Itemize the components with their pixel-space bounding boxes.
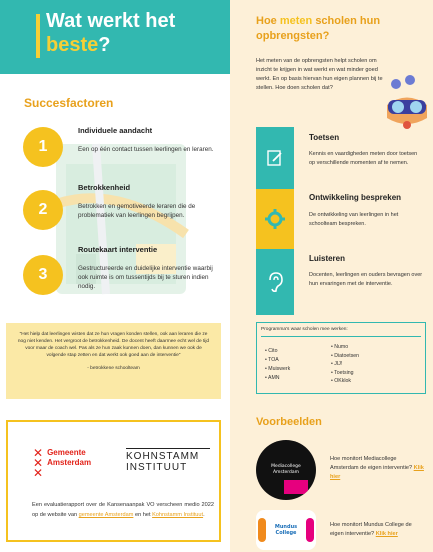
page-title: Wat werkt het beste? (46, 10, 176, 56)
ear-icon (265, 271, 285, 293)
programs-list-1 (265, 347, 290, 383)
partner-logos-box (6, 420, 221, 542)
factor-number-3: 3 (23, 255, 63, 295)
goggles-illustration (382, 70, 432, 132)
step-title-ontwikkeling: Ontwikkeling bespreken (309, 193, 402, 202)
factor-body-3: Gestructureerde en duidelijke interventie waarbij ook ruimte is om tussentijds bij te sturen indien nodig. (78, 265, 213, 290)
right-intro: Het meten van de opbrengsten helpt scholen om inzicht te krijgen in wat werkt en wat minder goed werkt. En op basis hiervan hun eigen plannen bij te stellen. Hoe doen scholen dat? (256, 58, 383, 91)
step-body-toetsen: Kennis en vaardigheden meten door toetsen op verschillende momenten af te nemen. (309, 151, 418, 166)
link-klik-hier-mundus[interactable]: Klik hier (375, 531, 398, 537)
step-strip-ontwikkeling (256, 189, 294, 249)
step-title-luisteren: Luisteren (309, 254, 346, 263)
step-body-ontwikkeling: De ontwikkeling van leerlingen in het schoolteam bespreken. (309, 212, 399, 227)
gear-icon (264, 208, 286, 230)
program-item: • Diatoetsen (331, 352, 359, 361)
evaluation-text: Een evaluatierapport over de Kansenaanpak VO verscheen medio 2022 op de website van gemeente Amsterdam en het Kohnstamm Instituut. (32, 502, 214, 518)
step-body-luisteren: Docenten, leerlingen en ouders bevragen over hun ervaringen met de interventie. (309, 272, 423, 287)
link-kohnstamm-instituut[interactable]: Kohnstamm Instituut (152, 512, 204, 518)
kohnstamm-logo: KOHNSTAMM INSTITUUT (126, 450, 210, 473)
quote-text: "Het hielp dat leerlingen wisten dat ze hun vragen konden stellen, ook aan leraren die ze nog niet kenden. Het vergroot de betrokkenheid. De docent heeft daarmee echt wel de tijd voor maar de coach wel. Pas als ze hun zaak kunnen doen, dan kunnen we ook de volgende stap zetten en dat werkt ook goed aan de interventie" (17, 332, 210, 358)
mundus-logo: Mundus College (256, 510, 316, 550)
programs-divider (261, 336, 421, 337)
programs-box (256, 322, 426, 394)
programs-header: Programma's waar scholen mee werken: (261, 327, 348, 332)
factor-number-2: 2 (23, 190, 63, 230)
example-mediacollege: Hoe monitort Mediacollege Amsterdam de eigen interventie? Klik hier (330, 456, 424, 480)
examples-title: Voorbeelden (256, 416, 322, 428)
step-strip-toetsen (256, 127, 294, 189)
example-mundus: Hoe monitort Mundus College de eigen interventie? Klik hier (330, 522, 412, 537)
logo-accent-orange (258, 518, 266, 542)
step-title-toetsen: Toetsen (309, 133, 340, 142)
program-item: • TOA (265, 356, 290, 365)
program-item: • Cito (265, 347, 290, 356)
factor-number-1: 1 (23, 127, 63, 167)
link-klik-hier-mediacollege[interactable]: Klik hier (330, 465, 424, 480)
program-item: • OKklok (331, 377, 359, 386)
logo-accent-pink (306, 518, 314, 542)
program-item: • JIJ! (331, 360, 359, 369)
program-item: • Numo (331, 343, 359, 352)
factor-body-1: Een op één contact tussen leerlingen en leraren. (78, 146, 214, 153)
xxx-icon: ✕ ✕ ✕ (33, 446, 44, 480)
header-accent-bar (36, 14, 40, 58)
mediacollege-logo: Mediacollege Amsterdam (256, 440, 316, 500)
step-strip-luisteren (256, 249, 294, 315)
header-banner (0, 0, 230, 74)
quote-box (6, 323, 221, 399)
program-item: • Toetsing (331, 369, 359, 378)
factor-title-1: Individuele aandacht (78, 126, 153, 135)
pencil-icon (265, 148, 285, 168)
factor-title-2: Betrokkenheid (78, 183, 131, 192)
logo-accent (284, 480, 308, 494)
gemeente-amsterdam-logo: ✕ ✕ ✕ Gemeente Amsterdam (33, 446, 92, 480)
programs-list-2 (331, 343, 359, 386)
factor-title-3: Routekaart interventie (78, 245, 158, 254)
quote-author: - betrokkene schoolteam (87, 366, 140, 371)
section-title-succesfactoren: Succesfactoren (24, 96, 114, 110)
right-title: Hoe meten scholen hun opbrengsten? (256, 15, 381, 42)
link-gemeente-amsterdam[interactable]: gemeente Amsterdam (78, 512, 134, 518)
program-item: • AMN (265, 374, 290, 383)
program-item: • Muiswerk (265, 365, 290, 374)
factor-body-2: Betrokken en gemotiveerde leraren die de problematiek van leerlingen begrijpen. (78, 203, 196, 219)
